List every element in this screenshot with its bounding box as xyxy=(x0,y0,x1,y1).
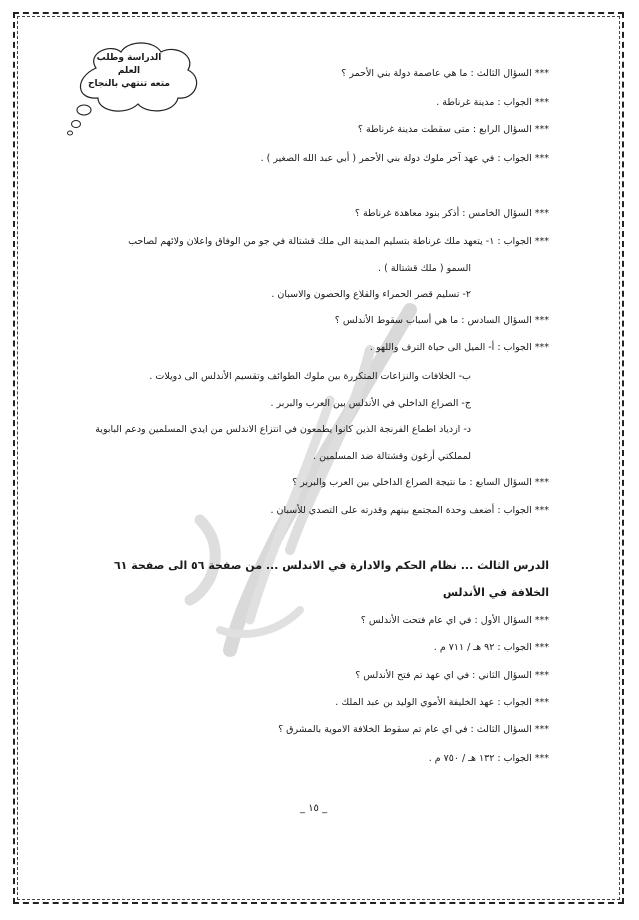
q3-answer: *** الجواب : مدينة غرناطة . xyxy=(436,97,549,108)
q6-answer-a: *** الجواب : أ- الميل الى حياة الترف واللهو . xyxy=(369,342,549,353)
l3-q2-answer: *** الجواب : عهد الخليفة الأموي الوليد بن عبد الملك . xyxy=(335,697,549,708)
q3-question: *** السؤال الثالث : ما هي عاصمة دولة بني الأحمر ؟ xyxy=(341,68,549,79)
q5-question: *** السؤال الخامس : أذكر بنود معاهدة غرناطة ؟ xyxy=(354,208,549,219)
l3-q3-question: *** السؤال الثالث : في اي عام تم سقوط الخلافة الاموية بالمشرق ؟ xyxy=(278,724,549,735)
l3-q1-question: *** السؤال الأول : في اي عام فتحت الأندلس ؟ xyxy=(360,615,549,626)
q6-answer-d: د- ازدياد اطماع الفرنجة الذين كانوا يطمعون في انتزاع الاندلس من ايدي المسلمين ودعم البابوية xyxy=(95,424,471,435)
q6-answer-c: ج- الصراع الداخلي في الأندلس بين العرب والبربر . xyxy=(270,398,471,409)
l3-q1-answer: *** الجواب : ٩٢ هـ / ٧١١ م . xyxy=(433,642,549,653)
l3-q2-question: *** السؤال الثاني : في اي عهد تم فتح الأندلس ؟ xyxy=(355,670,549,681)
q6-answer-d-cont: لمملكتي أرغون وقشتالة ضد المسلمين . xyxy=(313,451,471,462)
q4-answer: *** الجواب : في عهد آخر ملوك دولة بني الأحمر ( أبي عبد الله الصغير ) . xyxy=(260,153,549,164)
page-number: _ ١٥ _ xyxy=(300,803,328,814)
section-heading: الخلافة في الأندلس xyxy=(442,586,549,599)
q6-question: *** السؤال السادس : ما هي أسباب سقوط الأندلس ؟ xyxy=(334,315,549,326)
q6-answer-b: ب- الخلافات والنزاعات المتكررة بين ملوك الطوائف وتقسيم الأندلس الى دويلات . xyxy=(149,371,471,382)
q5-answer-1-cont: السمو ( ملك قشتالة ) . xyxy=(378,263,471,274)
cloud-text xyxy=(84,52,174,91)
q4-question: *** السؤال الرابع : متى سقطت مدينة غرناطة ؟ xyxy=(357,124,549,135)
q7-question: *** السؤال السابع : ما نتيجة الصراع الداخلي بين العرب والبربر ؟ xyxy=(292,477,549,488)
lesson-heading: الدرس الثالث ... نظام الحكم والادارة في الاندلس ... من صفحة ٥٦ الى صفحة ٦١ xyxy=(113,559,549,572)
q7-answer: *** الجواب : أضعف وحدة المجتمع بينهم وقدرته على التصدي للأسبان . xyxy=(270,505,549,516)
cloud-line-2: متعه تنتهي بالنجاح xyxy=(88,79,170,89)
cloud-line-1: الدراسة وطلب العلم xyxy=(96,53,162,76)
l3-q3-answer: *** الجواب : ١٣٢ هـ / ٧٥٠ م . xyxy=(428,753,549,764)
q5-answer-2: ٢- تسليم قصر الحمراء والقلاع والحصون والاسبان . xyxy=(271,289,471,300)
q5-answer-1: *** الجواب : ١- يتعهد ملك غرناطة بتسليم المدينة الى ملك قشتالة في جو من الوفاق واعلان ولائهم لصاحب xyxy=(128,236,549,247)
